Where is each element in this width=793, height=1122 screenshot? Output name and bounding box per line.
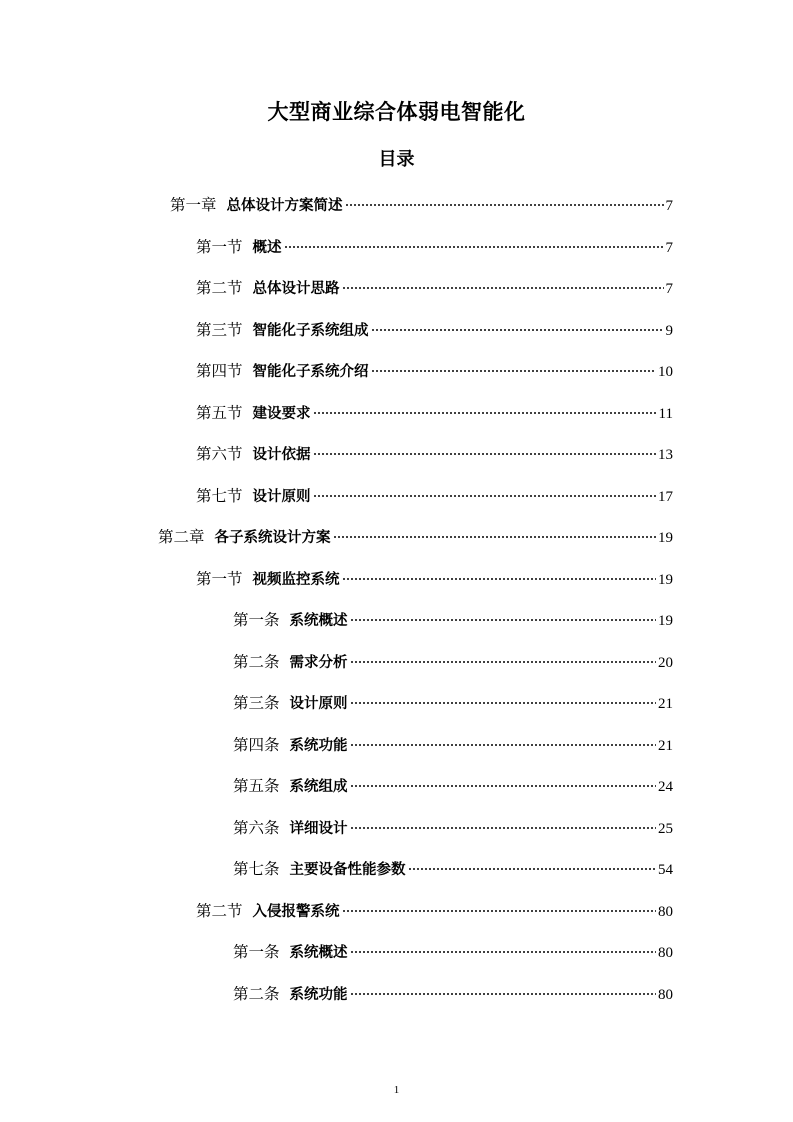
toc-entry-title: 总体设计方案简述 <box>226 198 343 214</box>
page-number: 1 <box>393 1084 400 1096</box>
toc-dot-leader <box>342 269 664 293</box>
toc-entry-page: 80 <box>658 945 673 961</box>
toc-entry-page: 25 <box>658 821 673 837</box>
toc-dot-leader <box>350 601 656 625</box>
document-title: 大型商业综合体弱电智能化 <box>267 100 526 124</box>
toc-entry-number: 第一节 <box>196 238 243 256</box>
toc-entry[interactable] <box>233 601 673 629</box>
toc-entry-number: 第七节 <box>196 487 243 505</box>
toc-entry-page: 21 <box>658 696 673 712</box>
toc-entry[interactable] <box>196 477 673 505</box>
toc-entry-title: 智能化子系统组成 <box>252 323 369 339</box>
toc-entry-page: 80 <box>658 904 673 920</box>
toc-entry-page: 13 <box>658 447 673 463</box>
toc-entry-number: 第二条 <box>233 653 280 671</box>
toc-entry-page: 7 <box>665 240 673 256</box>
toc-entry-number: 第三节 <box>196 321 243 339</box>
toc-entry[interactable] <box>196 435 673 463</box>
toc-entry[interactable] <box>196 311 673 339</box>
toc-entry-page: 7 <box>665 198 673 214</box>
toc-heading: 目录 <box>378 149 415 170</box>
toc-entry-title: 设计依据 <box>252 447 311 463</box>
toc-dot-leader <box>342 560 656 584</box>
toc-entry-page: 20 <box>658 655 673 671</box>
toc-entry-page: 19 <box>658 572 673 588</box>
toc-entry-number: 第二章 <box>158 528 205 546</box>
toc-entry-page: 19 <box>658 613 673 629</box>
toc-entry[interactable] <box>233 767 673 795</box>
toc-entry[interactable] <box>233 850 673 878</box>
toc-entry-number: 第一条 <box>233 611 280 629</box>
toc-entry-number: 第一条 <box>233 943 280 961</box>
toc-entry[interactable] <box>233 726 673 754</box>
toc-dot-leader <box>333 518 656 542</box>
toc-entry[interactable] <box>196 228 673 256</box>
toc-entry[interactable] <box>196 892 673 920</box>
toc-entry-page: 54 <box>658 862 673 878</box>
toc-entry[interactable] <box>233 684 673 712</box>
toc-entry-page: 11 <box>658 406 673 422</box>
toc-dot-leader <box>350 684 656 708</box>
toc-entry-page: 24 <box>658 779 673 795</box>
toc-entry-page: 17 <box>658 489 673 505</box>
toc-entry-number: 第二条 <box>233 985 280 1003</box>
toc-entry[interactable] <box>196 352 673 380</box>
toc-entry-title: 系统功能 <box>289 987 348 1003</box>
toc-entry-title: 需求分析 <box>289 655 348 671</box>
toc-dot-leader <box>313 477 656 501</box>
toc-entry-page: 10 <box>658 364 673 380</box>
toc-dot-leader <box>345 186 664 210</box>
toc-dot-leader <box>371 352 656 376</box>
toc-entry-title: 设计原则 <box>252 489 311 505</box>
toc-dot-leader <box>350 643 656 667</box>
toc-entry-number: 第五条 <box>233 777 280 795</box>
toc-entry-number: 第四节 <box>196 362 243 380</box>
toc-dot-leader <box>284 228 664 252</box>
toc-entry[interactable] <box>158 518 673 546</box>
toc-entry-number: 第一节 <box>196 570 243 588</box>
toc-entry-number: 第六条 <box>233 819 280 837</box>
toc-entry[interactable] <box>196 394 673 422</box>
toc-entry-number: 第一章 <box>170 196 217 214</box>
toc-entry-title: 概述 <box>252 240 282 256</box>
toc-entry-number: 第四条 <box>233 736 280 754</box>
toc-entry-number: 第六节 <box>196 445 243 463</box>
toc-dot-leader <box>313 394 657 418</box>
toc-entry-title: 系统组成 <box>289 779 348 795</box>
toc-dot-leader <box>350 809 656 833</box>
toc-entry-page: 80 <box>658 987 673 1003</box>
toc-dot-leader <box>350 767 656 791</box>
toc-entry-title: 入侵报警系统 <box>252 904 340 920</box>
toc-dot-leader <box>350 933 656 957</box>
toc-dot-leader <box>313 435 656 459</box>
toc-dot-leader <box>342 892 656 916</box>
toc-entry-title: 总体设计思路 <box>252 281 340 297</box>
toc-entry-title: 建设要求 <box>252 406 311 422</box>
toc-entry-number: 第三条 <box>233 694 280 712</box>
toc-entry[interactable] <box>196 560 673 588</box>
toc-entry[interactable] <box>170 186 673 214</box>
toc-entry-title: 主要设备性能参数 <box>289 862 406 878</box>
toc-entry-title: 详细设计 <box>289 821 348 837</box>
toc-dot-leader <box>350 975 656 999</box>
toc-entry-title: 视频监控系统 <box>252 572 340 588</box>
toc-entry-number: 第五节 <box>196 404 243 422</box>
toc-entry[interactable] <box>233 933 673 961</box>
toc-entry-number: 第二节 <box>196 902 243 920</box>
toc-entry-title: 系统功能 <box>289 738 348 754</box>
toc-entry-page: 7 <box>665 281 673 297</box>
toc-entry-page: 21 <box>658 738 673 754</box>
toc-entry-page: 9 <box>665 323 673 339</box>
toc-dot-leader <box>408 850 656 874</box>
toc-entry[interactable] <box>233 975 673 1003</box>
toc-entry-title: 设计原则 <box>289 696 348 712</box>
toc-entry[interactable] <box>233 809 673 837</box>
toc-entry-title: 智能化子系统介绍 <box>252 364 369 380</box>
toc-entry-title: 系统概述 <box>289 613 348 629</box>
toc-entry-page: 19 <box>658 530 673 546</box>
toc-entry-number: 第七条 <box>233 860 280 878</box>
toc-entry[interactable] <box>196 269 673 297</box>
toc-entry-number: 第二节 <box>196 279 243 297</box>
toc-dot-leader <box>371 311 664 335</box>
toc-entry[interactable] <box>233 643 673 671</box>
toc-dot-leader <box>350 726 656 750</box>
toc-entry-title: 各子系统设计方案 <box>214 530 331 546</box>
toc-entry-title: 系统概述 <box>289 945 348 961</box>
